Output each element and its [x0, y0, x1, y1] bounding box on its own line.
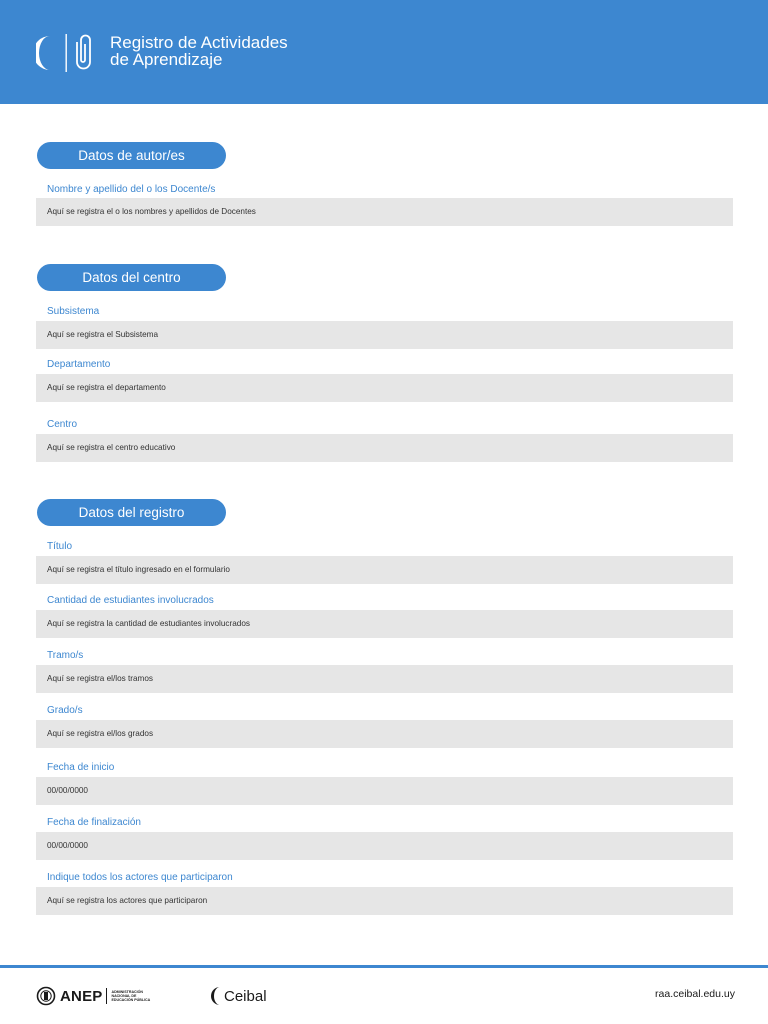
anep-logo — [36, 985, 150, 1007]
field-label-grados: Grado/s — [47, 705, 83, 716]
page-header — [0, 0, 768, 104]
field-value-tramos: Aquí se registra el/los tramos — [47, 674, 154, 683]
anep-subtitle — [111, 990, 150, 1003]
field-tramos — [36, 665, 733, 693]
anep-seal-icon — [36, 986, 56, 1006]
raa-logo-icon — [36, 34, 96, 72]
field-value-subsistema: Aquí se registra el Subsistema — [47, 330, 159, 339]
field-fecha-finalizacion — [36, 832, 733, 860]
field-label-fecha-finalizacion: Fecha de finalización — [47, 817, 141, 828]
field-value-fecha-inicio: 00/00/0000 — [47, 786, 88, 795]
field-departamento — [36, 374, 733, 402]
ceibal-logo — [208, 985, 267, 1007]
section-header-autores: Datos de autor/es — [37, 142, 226, 169]
anep-subtitle-line-3: EDUCACIÓN PÚBLICA — [111, 998, 151, 1003]
field-value-centro: Aquí se registra el centro educativo — [47, 443, 176, 452]
field-actores — [36, 887, 733, 915]
field-label-actores: Indique todos los actores que participaron — [47, 872, 233, 883]
field-value-grados: Aquí se registra el/los grados — [47, 729, 154, 738]
anep-label: ANEP — [60, 987, 103, 1005]
field-label-docentes: Nombre y apellido del o los Docente/s — [47, 184, 216, 195]
field-label-titulo: Título — [47, 541, 73, 552]
field-value-departamento: Aquí se registra el departamento — [47, 383, 166, 392]
field-value-titulo: Aquí se registra el título ingresado en el formulario — [47, 565, 230, 574]
field-cantidad-estudiantes — [36, 610, 733, 638]
field-label-departamento: Departamento — [47, 359, 111, 370]
page-title-line-1: Registro de Actividades — [110, 33, 288, 52]
anep-separator — [106, 988, 107, 1004]
field-label-centro: Centro — [47, 419, 78, 430]
field-value-actores: Aquí se registra los actores que participaron — [47, 896, 208, 905]
footer-url[interactable]: raa.ceibal.edu.uy — [655, 988, 735, 1000]
ceibal-logo-icon — [208, 986, 222, 1006]
ceibal-label: Ceibal — [224, 987, 267, 1005]
field-grados — [36, 720, 733, 748]
field-label-tramos: Tramo/s — [47, 650, 84, 661]
field-value-docentes: Aquí se registra el o los nombres y apellidos de Docentes — [47, 207, 256, 216]
field-docentes — [36, 198, 733, 226]
section-header-registro: Datos del registro — [37, 499, 226, 526]
field-label-fecha-inicio: Fecha de inicio — [47, 762, 115, 773]
field-centro — [36, 434, 733, 462]
field-subsistema — [36, 321, 733, 349]
field-label-subsistema: Subsistema — [47, 306, 100, 317]
field-value-fecha-finalizacion: 00/00/0000 — [47, 841, 88, 850]
field-titulo — [36, 556, 733, 584]
page-title — [110, 34, 288, 68]
field-label-cantidad-estudiantes: Cantidad de estudiantes involucrados — [47, 595, 214, 606]
anep-subtitle-line-2: NACIONAL DE — [111, 993, 137, 998]
section-header-centro: Datos del centro — [37, 264, 226, 291]
page-title-line-2: de Aprendizaje — [110, 50, 223, 69]
anep-subtitle-line-1: ADMINISTRACIÓN — [111, 989, 144, 994]
footer-divider — [0, 965, 768, 968]
field-fecha-inicio — [36, 777, 733, 805]
field-value-cantidad-estudiantes: Aquí se registra la cantidad de estudiantes involucrados — [47, 619, 250, 628]
